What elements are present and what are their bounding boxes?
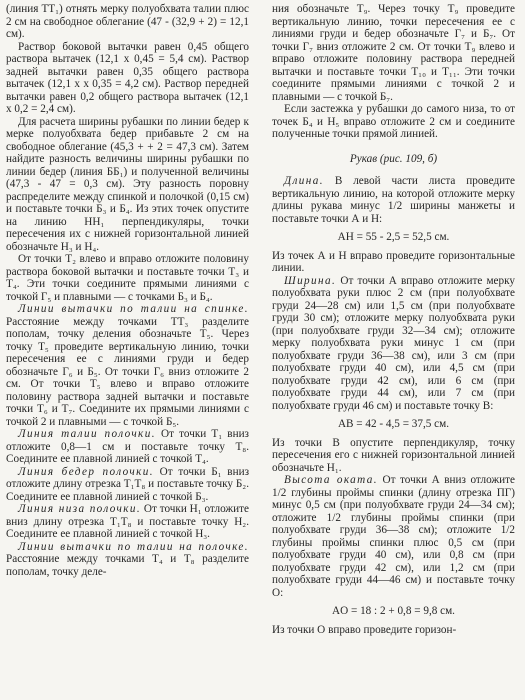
paragraph: От точки T₂ влево и вправо отложите половину раствора боковой вытачки и поставьте точки T₃ и T₄. Эти точки соедините прямыми линиями с точкой Г₅ и плавными — с точками Б₃ и Б₄. xyxy=(6,253,249,303)
spaced-lead: Линии вытачки по талии на полочке. xyxy=(18,540,249,553)
paragraph-text: От точки H₁ отложите вниз длину отрезка T₁T₈ и поставьте точку H₂. Соедините ее плавной линией с точкой H₃. xyxy=(6,503,249,540)
spaced-lead: Ширина. xyxy=(284,274,337,287)
paragraph xyxy=(6,303,249,428)
paragraph xyxy=(6,466,249,504)
paragraph-text: Расстояние между точками T₄ и T₈ разделите пополам, точку деле- xyxy=(6,553,249,578)
formula-line: AH = 55 - 2,5 = 52,5 см. xyxy=(337,231,450,243)
paragraph-text: (рис. 109, б) xyxy=(377,152,438,165)
left-text-column xyxy=(6,3,249,578)
paragraph: Из точек А и Н вправо проведите горизонтальные линии. xyxy=(272,249,515,274)
spaced-lead: Высота оката. xyxy=(284,474,378,486)
paragraph: Из точки В опустите перпендикуляр, точку пересечения его с нижней горизонтальной линией обозначьте H₁. xyxy=(272,436,515,474)
paragraph xyxy=(6,503,249,541)
heading-title: Рукав xyxy=(349,152,378,165)
formula-line: AB = 42 - 4,5 = 37,5 см. xyxy=(337,418,450,430)
spaced-lead: Линия низа полочки. xyxy=(18,503,142,515)
paragraph xyxy=(272,175,515,225)
paragraph-text: От точки Б₁ вниз отложите длину отрезка T₁T₈ и поставьте точку Б₂. Соедините ее плавной линией с точкой Б₃. xyxy=(6,465,249,503)
paragraph xyxy=(6,428,249,466)
paragraph-text: В левой части листа проведите вертикальную линию, на которой отложите мерку длины рукава минус 1/2 ширины манжеты и поставьте точки А и Н: xyxy=(272,175,515,225)
section-heading xyxy=(272,153,515,166)
spaced-lead: Линия бедер полочки. xyxy=(18,465,154,478)
paragraph xyxy=(6,541,249,579)
paragraph xyxy=(272,474,515,599)
spaced-lead: Линия талии полочки. xyxy=(18,428,156,440)
paragraph-text: От точки А вправо отложите мерку полуобхвата руки плюс 2 см (при полуобхвате груди 24—28 см) или 1,5 см (при полуобхвате груди 30 см); отложите мерку полуобхвата руки (при полуобхвате груди 32—34 см); отложите мерку полуобхвата руки минус 1 см (при полуобхвате груди 36—38 см), или 3 см (при полуобхвате груди 40 см), или 4,5 см (при полуобхвате груди 42 см), или 6 см (при полуобхвате груди 44 см), или 7 см (при полуобхвате груди 46 см) и поставьте точку В: xyxy=(272,274,515,412)
paragraph xyxy=(272,275,515,413)
formula-line: AO = 18 : 2 + 0,8 = 9,8 см. xyxy=(332,605,455,617)
paragraph: Для расчета ширины рубашки по линии бедер к мерке полуобхвата бедер прибавьте 2 см на свободное облегание (45,3 + + 2 = 47,3 см). Затем найдите разность величины ширины рубашки по линии бедер (линия ББ₁) и полученной величины (47,3 - 47 = 0,3 см). Эту разность поровну распределите между спинкой и полочкой (0,15 см) и поставьте точки Б₃ и Б₄. Из этих точек опустите на линию НН₁ перпендикуляры, точки пересечения их с нижней горизонтальной линией обозначьте Н₃ и Н₄. xyxy=(6,115,249,253)
right-text-column xyxy=(272,3,515,636)
paragraph-text: От точки А вниз отложите 1/2 глубины проймы спинки (длину отрезка ПГ) минус 0,5 см (при полуобхвате груди 24—34 см); отложите 1/2 глубины проймы спинки (при полуобхвате груди 36—38 см); отложите 1/2 глубины проймы спинки плюс 0,5 см (при полуобхвате груди 40 см), или 0,8 см (при полуобхвате груди 42 см), или 1,2 см (при полуобхвате груди 44—46 см) и поставьте точку О: xyxy=(272,474,515,599)
paragraph-text: Расстояние между точками TT₃ разделите пополам, точку деления обозначьте T₅. Через точку T₅ проведите вертикальную линию, точки пересечения ее с линиями груди и бедер обозначьте Г₆ и Б₅. От точки Г₆ вниз отложите 2 см. От точки T₅ влево и вправо отложите половину раствора задней вытачки и поставьте точки T₆ и T₇. Соедините их прямыми линиями с точкой 2 и плавными — с точкой Б₅. xyxy=(6,315,249,428)
paragraph: Из точки О вправо проведите горизон- xyxy=(272,623,457,636)
paragraph: Если застежка у рубашки до самого низа, то от точек Б₄ и H₅ вправо отложите 2 см и соедините полученные точки прямой линией. xyxy=(272,103,515,140)
paragraph: Раствор боковой вытачки равен 0,45 общего раствора вытачек (12,1 x 0,45 = 5,4 см). Раствор задней вытачки равен 0,35 общего раствора вытачек (12,1 x x 0,35 = 4,2 см). Раствор передней вытачки равен 0,2 общего раствора вытачек (12,1 x 0,2 = 2,4 см). xyxy=(6,40,249,115)
paragraph-text: От точки T₁ вниз отложите 0,8—1 см и поставьте точку T₈. Соедините ее плавной линией с точкой T₄. xyxy=(6,428,249,465)
paragraph: (линия TT₁) отнять мерку полуобхвата талии плюс 2 см на свободное облегание (47 - (32,9 + 2) = 12,1 см). xyxy=(6,3,249,40)
spaced-lead: Линии вытачки по талии на спинке. xyxy=(18,303,249,315)
paragraph: ния обозначьте T₉. Через точку T₉ проведите вертикальную линию, точки пересечения ее с линиями груди и бедер обозначьте Г₇ и Б₇. От точки Г₇ вниз отложите 2 см. От точки T₉ влево и вправо отложите половину раствора передней вытачки и поставьте точки T₁₀ и T₁₁. Эти точки соедините прямыми линиями с точкой 2 и плавными — с точкой Б₇. xyxy=(272,3,515,103)
spaced-lead: Длина. xyxy=(284,175,324,187)
